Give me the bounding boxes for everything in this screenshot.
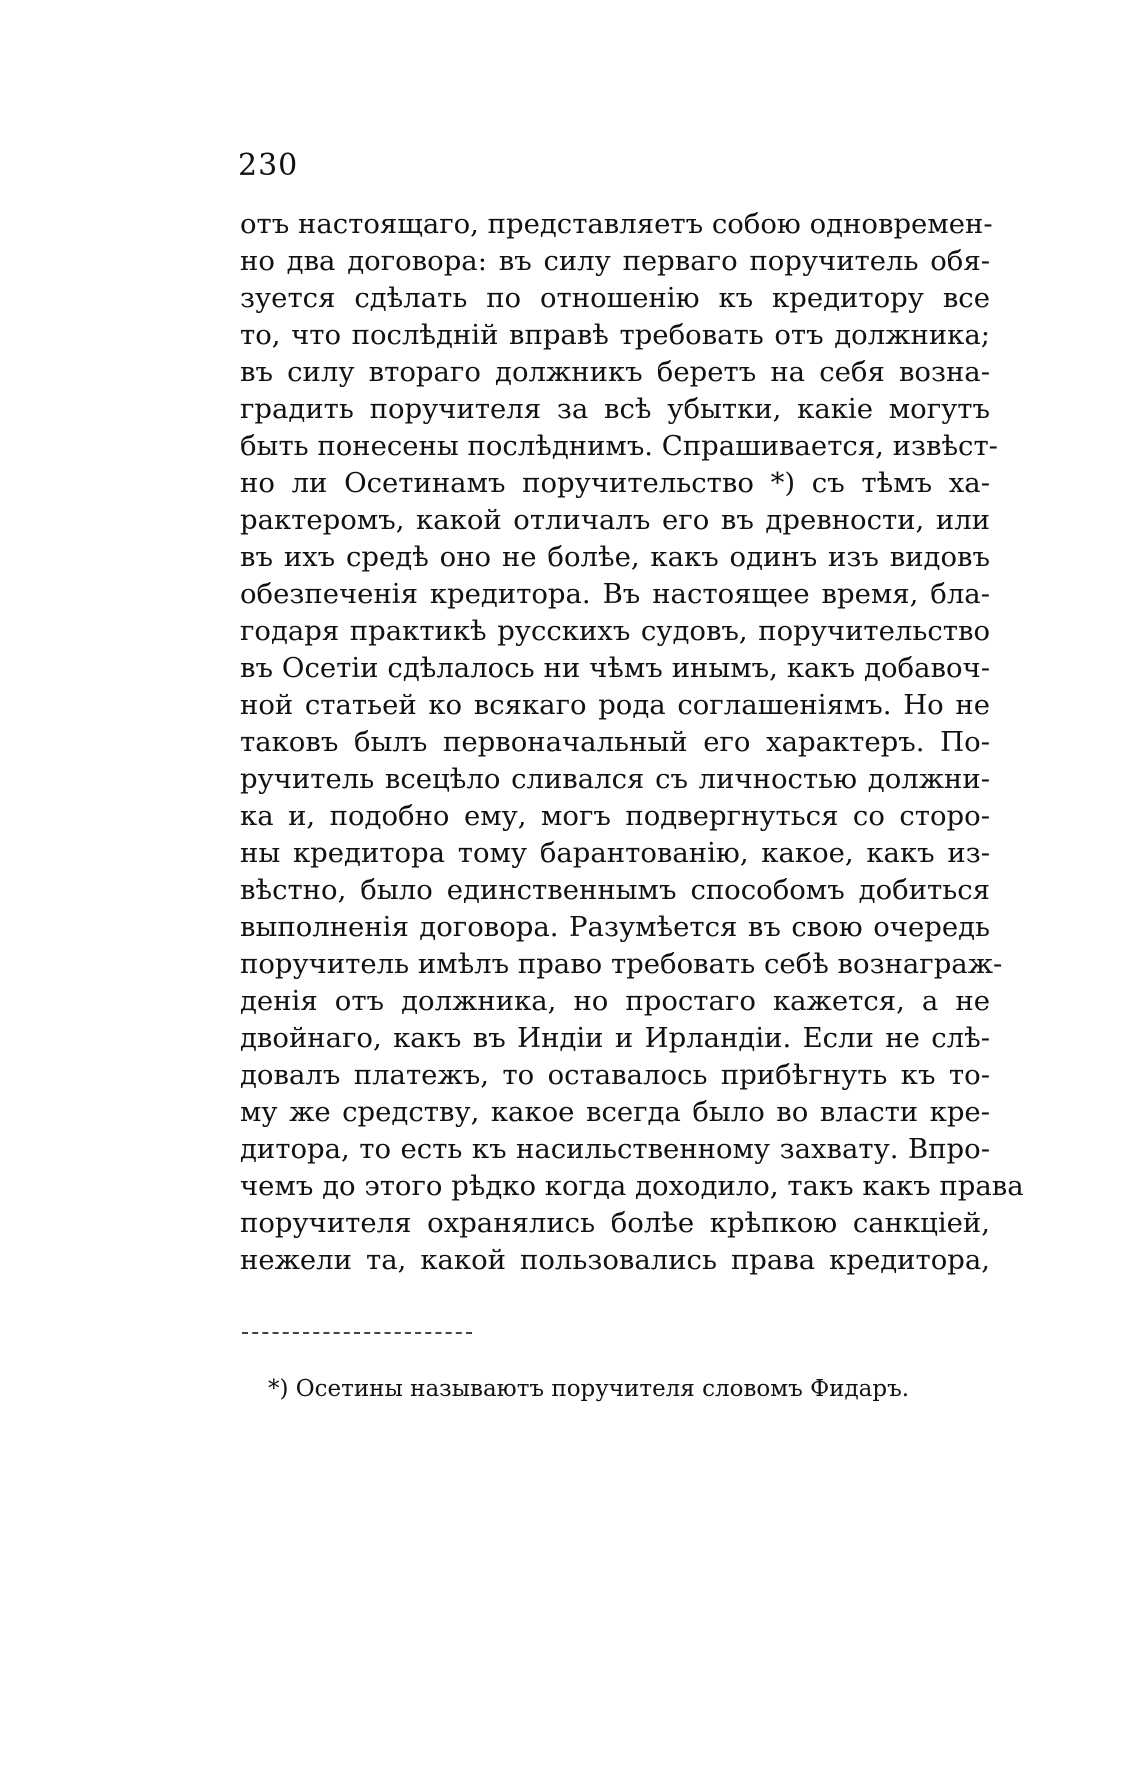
text-line: градить поручителя за всѣ убытки, какіе могутъ	[240, 393, 990, 425]
page-number: 230	[238, 148, 299, 183]
text-line: годаря практикѣ русскихъ судовъ, поручительство	[240, 615, 990, 647]
text-line: зуется сдѣлать по отношенію къ кредитору все	[240, 282, 990, 314]
text-line: дитора, то есть къ насильственному захвату. Впро-	[240, 1133, 990, 1165]
text-line: му же средству, какое всегда было во власти кре-	[240, 1096, 990, 1128]
text-line: въ ихъ средѣ оно не болѣе, какъ одинъ изъ видовъ	[240, 541, 990, 573]
text-line: ручитель всецѣло сливался съ личностью должни-	[240, 763, 990, 795]
text-line: въ Осетіи сдѣлалось ни чѣмъ инымъ, какъ добавоч-	[240, 652, 990, 684]
text-line: денія отъ должника, но простаго кажется, а не	[240, 985, 990, 1017]
text-line: отъ настоящаго, представляетъ собою одновремен-	[240, 208, 993, 240]
text-line: двойнаго, какъ въ Индіи и Ирландіи. Если не слѣ-	[240, 1022, 990, 1054]
text-line: рактеромъ, какой отличалъ его въ древности, или	[240, 504, 990, 536]
text-line: то, что послѣдній вправѣ требовать отъ должника;	[240, 319, 990, 351]
text-line: таковъ былъ первоначальный его характеръ. По-	[240, 726, 990, 758]
text-line: ной статьей ко всякаго рода соглашеніямъ. Но не	[240, 689, 990, 721]
text-line: вѣстно, было единственнымъ способомъ добиться	[240, 874, 990, 906]
text-line: но ли Осетинамъ поручительство *) съ тѣмъ ха-	[240, 467, 990, 499]
text-line: быть понесены послѣднимъ. Спрашивается, извѣст-	[240, 430, 998, 462]
text-line: обезпеченія кредитора. Въ настоящее время, бла-	[240, 578, 990, 610]
footnote: *) Осетины называютъ поручителя словомъ Фидаръ.	[268, 1376, 910, 1402]
text-line: нежели та, какой пользовались права кредитора,	[240, 1244, 990, 1276]
text-line: ны кредитора тому барантованію, какое, какъ из-	[240, 837, 990, 869]
text-line: ка и, подобно ему, могъ подвергнуться со сторо-	[240, 800, 990, 832]
text-line: довалъ платежъ, то оставалось прибѣгнуть къ то-	[240, 1059, 990, 1091]
text-line: въ силу втораго должникъ беретъ на себя возна-	[240, 356, 990, 388]
text-line: но два договора: въ силу перваго поручитель обя-	[240, 245, 990, 277]
body-text	[240, 206, 1024, 1279]
text-line: чемъ до этого рѣдко когда доходило, такъ какъ права	[240, 1170, 1024, 1202]
footnote-separator	[242, 1332, 472, 1334]
text-line: поручителя охранялись болѣе крѣпкою санкціей,	[240, 1207, 990, 1239]
text-line: выполненія договора. Разумѣется въ свою очередь	[240, 911, 990, 943]
text-line: поручитель имѣлъ право требовать себѣ вознаграж-	[240, 948, 1003, 980]
